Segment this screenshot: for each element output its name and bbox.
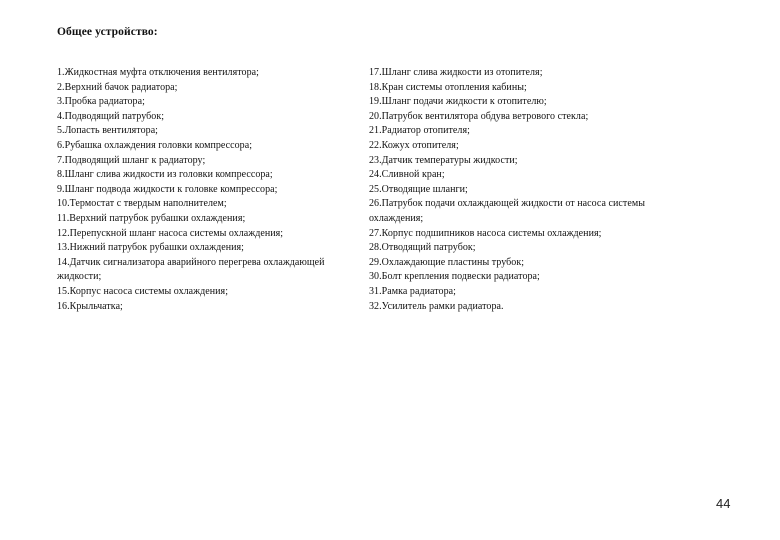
list-item: 27.Корпус подшипников насоса системы охлаждения; [369, 227, 602, 239]
list-item: 17.Шланг слива жидкости из отопителя; [369, 67, 543, 78]
list-item: 7.Подводящий шланг к радиатору; [57, 154, 206, 166]
parts-list-left [57, 66, 347, 314]
list-item: 9.Шланг подвода жидкости к головке компрессора; [57, 183, 278, 195]
list-item: 19.Шланг подачи жидкости к отопителю; [369, 96, 547, 108]
list-item: 31.Рамка радиатора; [369, 285, 456, 297]
parts-list-right [369, 66, 669, 314]
list-item: 16.Крыльчатка; [57, 300, 123, 312]
page-title: Общее устройство: [57, 26, 158, 38]
list-item: 23.Датчик температуры жидкости; [369, 154, 518, 166]
page-number: 44 [716, 496, 731, 511]
list-item: 28.Отводящий патрубок; [369, 242, 476, 254]
list-item: 3.Пробка радиатора; [57, 96, 145, 108]
list-item: 15.Корпус насоса системы охлаждения; [57, 285, 229, 297]
list-item: 4.Подводящий патрубок; [57, 110, 165, 122]
list-item: 24.Сливной кран; [369, 169, 445, 181]
list-item: 26.Патрубок подачи охлаждающей жидкости от насоса системы охлаждения; [369, 198, 645, 224]
list-item: 25.Отводящие шланги; [369, 183, 468, 195]
list-item: 1.Жидкостная муфта отключения вентилятора; [57, 67, 259, 78]
list-item: 30.Болт крепления подвески радиатора; [369, 271, 540, 283]
list-item: 21.Радиатор отопителя; [369, 125, 470, 137]
list-item: 12.Перепускной шланг насоса системы охлаждения; [57, 227, 284, 239]
list-item: 22.Кожух отопителя; [369, 139, 459, 151]
list-item: 6.Рубашка охлаждения головки компрессора; [57, 139, 253, 151]
list-item: 18.Кран системы отопления кабины; [369, 81, 527, 93]
list-item: 11.Верхний патрубок рубашки охлаждения; [57, 212, 246, 224]
list-item: 14.Датчик сигнализатора аварийного перегрева охлаждающей жидкости; [57, 256, 325, 283]
list-item: 5.Лопасть вентилятора; [57, 125, 159, 137]
list-item: 32.Усилитель рамки радиатора. [369, 300, 504, 312]
list-item: 13.Нижний патрубок рубашки охлаждения; [57, 242, 245, 254]
list-item: 10.Термостат с твердым наполнителем; [57, 198, 227, 210]
list-item: 20.Патрубок вентилятора обдува ветрового стекла; [369, 110, 589, 122]
list-item: 29.Охлаждающие пластины трубок; [369, 256, 525, 268]
list-item: 8.Шланг слива жидкости из головки компрессора; [57, 169, 273, 181]
list-item: 2.Верхний бачок радиатора; [57, 81, 178, 93]
